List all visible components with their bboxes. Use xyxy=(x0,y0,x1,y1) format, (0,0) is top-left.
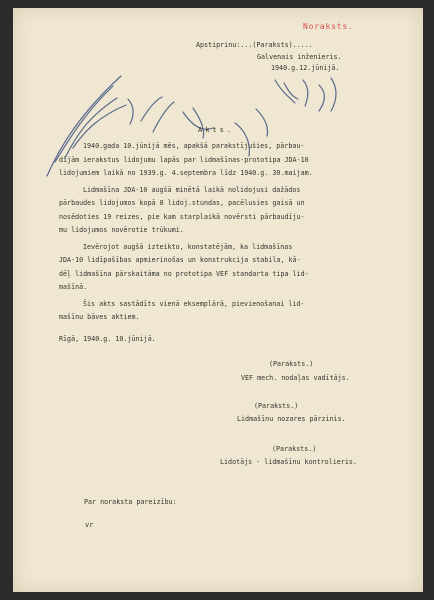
footer-vr: vr xyxy=(85,521,94,529)
document-heading: Akts. xyxy=(198,126,235,134)
body-line-11: mašīnā. xyxy=(59,283,88,291)
signature-2: (Paraksts.) xyxy=(254,402,299,410)
certification-label: Par noraksta pareizību: xyxy=(84,498,177,506)
body-line-4: Lidmašīna JDA-10 augšā minētā laikā nolidojusi dažādos xyxy=(83,186,301,194)
body-line-5: pārbaudes lidojumos kopā 8 lidoj.stundas, pacēlusies gaisā un xyxy=(59,199,305,207)
document-page xyxy=(13,8,423,592)
body-line-13: mašīnu bāves aktiem. xyxy=(59,313,140,321)
body-line-3: lidojumiem laikā no 1939.g. 4.septembra līdz 1940.g. 30.maijam. xyxy=(59,169,313,177)
signature-1: (Paraksts.) xyxy=(269,360,314,368)
body-line-1: 1940.gada 10.jūnijā mēs, apakšā parakstījušies, pārbau- xyxy=(83,142,305,150)
body-line-7: mu lidojumos novērotie trūkumi. xyxy=(59,226,184,234)
document-date: Rīgā, 1940.g. 10.jūnijā. xyxy=(59,335,156,343)
body-line-9: JDA-10 lidīpašības apmierinošas un konstrukcija stabila, kā- xyxy=(59,256,301,264)
signature-3-role: Lidotājs - lidmašīnu kontrolieris. xyxy=(220,458,357,466)
body-line-10: dēļ lidmašīna pārskaitāma no prototipa VEF standarta tipa lid- xyxy=(59,270,309,278)
body-line-8: Ievērojot augšā izteikto, konstatējām, ka lidmašīnas xyxy=(83,243,293,251)
copy-stamp: Noraksts. xyxy=(303,22,354,31)
approval-line-1: Apstiprinu:...(Paraksts)..... xyxy=(196,41,313,49)
body-line-6: nosēdoties 19 reizes, pie kam starplaikā novērsti pārbaudīju- xyxy=(59,213,305,221)
signature-3: (Paraksts.) xyxy=(272,445,317,453)
approval-line-2: Galvenais inženieris. xyxy=(257,53,342,61)
approval-line-3: 1940.g.12.jūnijā. xyxy=(271,64,340,72)
body-line-12: Šis akts sastādīts vienā eksemplārā, pievienošanai lid- xyxy=(83,300,305,308)
signature-2-role: Lidmašīnu nozares pārzinis. xyxy=(237,415,346,423)
body-line-2: dījām ierakstus lidojumu lapās par lidmašīnas-prototipa JDA-10 xyxy=(59,156,309,164)
signature-1-role: VEF mech. nodaļas vadītājs. xyxy=(241,374,350,382)
